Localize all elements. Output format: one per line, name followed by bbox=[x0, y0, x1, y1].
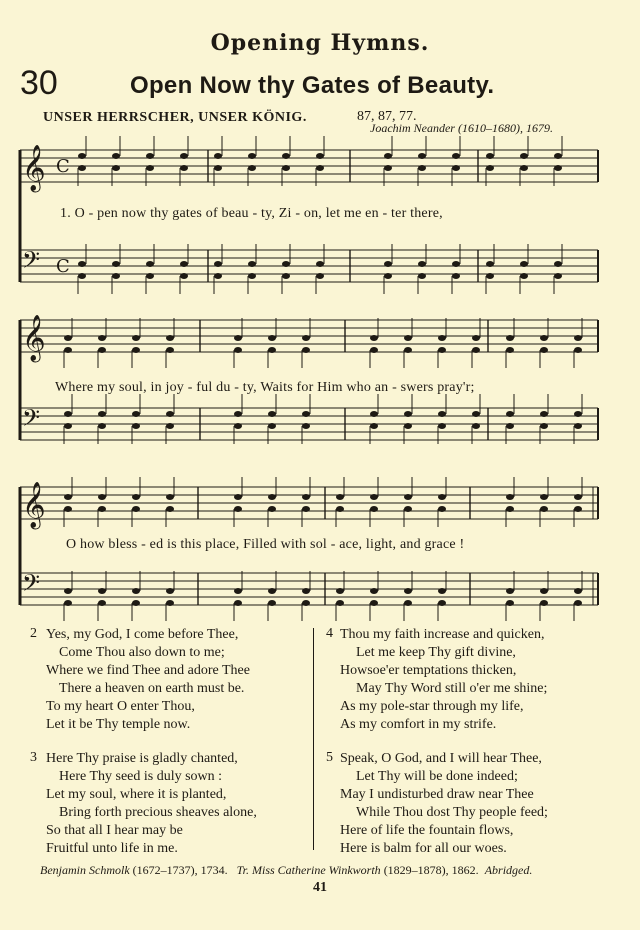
notehead bbox=[132, 506, 140, 512]
notehead bbox=[234, 506, 242, 512]
notehead bbox=[418, 153, 426, 159]
notehead bbox=[234, 600, 242, 606]
notehead bbox=[282, 273, 290, 279]
notehead bbox=[98, 411, 106, 417]
notehead bbox=[404, 411, 412, 417]
notehead bbox=[554, 261, 562, 267]
verse-line: There a heaven on earth must be. bbox=[59, 681, 245, 696]
verse-line: Let Thy will be done indeed; bbox=[356, 769, 518, 784]
notehead bbox=[166, 588, 174, 594]
notehead bbox=[64, 588, 72, 594]
notehead bbox=[574, 600, 582, 606]
notehead bbox=[384, 165, 392, 171]
notehead bbox=[404, 506, 412, 512]
notehead bbox=[64, 600, 72, 606]
notehead bbox=[268, 335, 276, 341]
notehead bbox=[404, 600, 412, 606]
notehead bbox=[166, 335, 174, 341]
lyric-line-2: Where my soul, in joy - ful du - ty, Waits for Him who an - swers pray'r; bbox=[55, 380, 475, 395]
hymn-number: 30 bbox=[20, 64, 58, 102]
notehead bbox=[404, 335, 412, 341]
notehead bbox=[370, 423, 378, 429]
notehead bbox=[98, 347, 106, 353]
notehead bbox=[540, 494, 548, 500]
bass-clef-icon: 𝄢 bbox=[22, 569, 41, 602]
verse-number: 5 bbox=[326, 750, 333, 765]
notehead bbox=[384, 153, 392, 159]
notehead bbox=[98, 335, 106, 341]
notehead bbox=[404, 423, 412, 429]
notehead bbox=[234, 347, 242, 353]
notehead bbox=[520, 165, 528, 171]
notehead bbox=[166, 411, 174, 417]
notehead bbox=[540, 600, 548, 606]
notehead bbox=[98, 494, 106, 500]
bass-clef-icon: 𝄢 bbox=[22, 246, 41, 279]
notehead bbox=[418, 165, 426, 171]
verse-line: Let my soul, where it is planted, bbox=[46, 787, 227, 802]
credits bbox=[40, 863, 532, 878]
verse-line: Here of life the fountain flows, bbox=[340, 823, 514, 838]
notehead bbox=[472, 423, 480, 429]
notehead bbox=[268, 494, 276, 500]
translator-dates: (1829–1878), 1862. bbox=[383, 863, 479, 877]
notehead bbox=[506, 506, 514, 512]
hymn-title: Open Now thy Gates of Beauty. bbox=[130, 72, 495, 99]
verse-line: Here Thy praise is gladly chanted, bbox=[46, 751, 238, 766]
notehead bbox=[132, 600, 140, 606]
notehead bbox=[282, 261, 290, 267]
verse-line: Thou my faith increase and quicken, bbox=[340, 627, 545, 642]
notehead bbox=[248, 261, 256, 267]
notehead bbox=[370, 335, 378, 341]
verse-line: Here is balm for all our woes. bbox=[340, 841, 507, 856]
translator: Tr. Miss Catherine Winkworth bbox=[236, 863, 381, 877]
verse-line: May I undisturbed draw near Thee bbox=[340, 787, 534, 802]
notehead bbox=[540, 411, 548, 417]
verse-line: While Thou dost Thy people feed; bbox=[356, 805, 548, 820]
notehead bbox=[486, 261, 494, 267]
verse-line: To my heart O enter Thou, bbox=[46, 699, 195, 714]
notehead bbox=[506, 494, 514, 500]
notehead bbox=[316, 273, 324, 279]
notehead bbox=[486, 273, 494, 279]
notehead bbox=[404, 347, 412, 353]
notehead bbox=[98, 423, 106, 429]
notehead bbox=[506, 588, 514, 594]
notehead bbox=[302, 494, 310, 500]
notehead bbox=[302, 506, 310, 512]
notehead bbox=[64, 423, 72, 429]
verse-line: Let it be Thy temple now. bbox=[46, 717, 191, 732]
verse-line: As my pole-star through my life, bbox=[340, 699, 524, 714]
notehead bbox=[78, 153, 86, 159]
notehead bbox=[166, 506, 174, 512]
meter: 87, 87, 77. bbox=[357, 109, 417, 124]
notehead bbox=[268, 423, 276, 429]
notehead bbox=[64, 506, 72, 512]
notehead bbox=[234, 411, 242, 417]
notehead bbox=[166, 494, 174, 500]
notehead bbox=[540, 335, 548, 341]
verse-line: So that all I hear may be bbox=[46, 823, 183, 838]
notehead bbox=[64, 347, 72, 353]
verse-line: Fruitful unto life in me. bbox=[46, 841, 178, 856]
notehead bbox=[438, 423, 446, 429]
section-title: Opening Hymns. bbox=[210, 30, 430, 56]
notehead bbox=[112, 153, 120, 159]
abridged-note: Abridged. bbox=[484, 863, 533, 877]
notehead bbox=[438, 335, 446, 341]
notehead bbox=[574, 423, 582, 429]
verse-number: 4 bbox=[326, 626, 333, 641]
notehead bbox=[506, 423, 514, 429]
notehead bbox=[452, 165, 460, 171]
notehead bbox=[112, 261, 120, 267]
composer-credit: Joachim Neander (1610–1680), 1679. bbox=[370, 121, 553, 135]
notehead bbox=[506, 335, 514, 341]
notehead bbox=[302, 588, 310, 594]
notehead bbox=[540, 423, 548, 429]
notehead bbox=[520, 153, 528, 159]
notehead bbox=[574, 335, 582, 341]
notehead bbox=[418, 273, 426, 279]
notehead bbox=[404, 494, 412, 500]
notehead bbox=[438, 411, 446, 417]
notehead bbox=[574, 347, 582, 353]
notehead bbox=[268, 411, 276, 417]
notehead bbox=[370, 588, 378, 594]
notehead bbox=[506, 411, 514, 417]
notehead bbox=[78, 165, 86, 171]
treble-clef-icon: 𝄞 bbox=[22, 315, 46, 361]
treble-clef-icon: 𝄞 bbox=[22, 145, 46, 191]
notehead bbox=[268, 600, 276, 606]
time-signature: C bbox=[56, 256, 70, 277]
notehead bbox=[78, 273, 86, 279]
notehead bbox=[302, 347, 310, 353]
notehead bbox=[214, 273, 222, 279]
notehead bbox=[64, 335, 72, 341]
notehead bbox=[166, 423, 174, 429]
notehead bbox=[146, 261, 154, 267]
notehead bbox=[282, 165, 290, 171]
notehead bbox=[132, 335, 140, 341]
notehead bbox=[554, 153, 562, 159]
notehead bbox=[248, 153, 256, 159]
notehead bbox=[180, 261, 188, 267]
verse-line: Howsoe'er temptations thicken, bbox=[340, 663, 517, 678]
notehead bbox=[438, 588, 446, 594]
notehead bbox=[438, 494, 446, 500]
notehead bbox=[268, 506, 276, 512]
treble-clef-icon: 𝄞 bbox=[22, 482, 46, 528]
notehead bbox=[370, 506, 378, 512]
notehead bbox=[268, 347, 276, 353]
notehead bbox=[574, 506, 582, 512]
notehead bbox=[316, 153, 324, 159]
lyric-line-1: 1. O - pen now thy gates of beau - ty, Zi - on, let me en - ter there, bbox=[60, 206, 443, 221]
verse-line: Come Thou also down to me; bbox=[59, 645, 225, 660]
notehead bbox=[384, 261, 392, 267]
notehead bbox=[486, 165, 494, 171]
author: Benjamin Schmolk bbox=[40, 863, 130, 877]
notehead bbox=[418, 261, 426, 267]
notehead bbox=[268, 588, 276, 594]
notehead bbox=[540, 347, 548, 353]
notehead bbox=[234, 494, 242, 500]
notehead bbox=[486, 153, 494, 159]
notehead bbox=[316, 261, 324, 267]
notehead bbox=[112, 273, 120, 279]
notehead bbox=[132, 347, 140, 353]
notehead bbox=[98, 506, 106, 512]
notehead bbox=[214, 261, 222, 267]
notehead bbox=[248, 165, 256, 171]
notehead bbox=[370, 600, 378, 606]
notehead bbox=[370, 347, 378, 353]
verse-number: 2 bbox=[30, 626, 37, 641]
notehead bbox=[302, 423, 310, 429]
notehead bbox=[520, 261, 528, 267]
notehead bbox=[146, 165, 154, 171]
notehead bbox=[132, 494, 140, 500]
lyric-line-3: O how bless - ed is this place, Filled with sol - ace, light, and grace ! bbox=[66, 537, 465, 552]
notehead bbox=[438, 600, 446, 606]
verse-line: Here Thy seed is duly sown : bbox=[59, 769, 223, 784]
verse-line: Where we find Thee and adore Thee bbox=[46, 663, 250, 678]
notehead bbox=[452, 153, 460, 159]
notehead bbox=[282, 153, 290, 159]
tune-name: UNSER HERRSCHER, UNSER KÖNIG. bbox=[43, 110, 307, 125]
author-dates: (1672–1737), 1734. bbox=[132, 863, 228, 877]
notehead bbox=[248, 273, 256, 279]
notehead bbox=[98, 600, 106, 606]
notehead bbox=[404, 588, 412, 594]
notehead bbox=[574, 494, 582, 500]
notehead bbox=[98, 588, 106, 594]
time-signature: C bbox=[56, 156, 70, 177]
notehead bbox=[132, 588, 140, 594]
notehead bbox=[452, 273, 460, 279]
notehead bbox=[234, 335, 242, 341]
notehead bbox=[180, 165, 188, 171]
notehead bbox=[472, 411, 480, 417]
notehead bbox=[384, 273, 392, 279]
notehead bbox=[234, 423, 242, 429]
verse-line: Let me keep Thy gift divine, bbox=[356, 645, 516, 660]
notehead bbox=[438, 347, 446, 353]
notehead bbox=[166, 347, 174, 353]
notehead bbox=[302, 600, 310, 606]
notehead bbox=[132, 411, 140, 417]
notehead bbox=[64, 411, 72, 417]
notehead bbox=[506, 600, 514, 606]
notehead bbox=[214, 165, 222, 171]
notehead bbox=[146, 273, 154, 279]
notehead bbox=[64, 494, 72, 500]
notehead bbox=[554, 273, 562, 279]
notehead bbox=[336, 506, 344, 512]
notehead bbox=[540, 588, 548, 594]
notehead bbox=[234, 588, 242, 594]
notehead bbox=[574, 411, 582, 417]
verse-number: 3 bbox=[30, 750, 37, 765]
notehead bbox=[452, 261, 460, 267]
notehead bbox=[316, 165, 324, 171]
notehead bbox=[336, 494, 344, 500]
verse-line: Speak, O God, and I will hear Thee, bbox=[340, 751, 542, 766]
notehead bbox=[370, 494, 378, 500]
notehead bbox=[166, 600, 174, 606]
column-divider bbox=[313, 628, 314, 850]
notehead bbox=[506, 347, 514, 353]
notehead bbox=[520, 273, 528, 279]
notehead bbox=[472, 335, 480, 341]
verse-line: As my comfort in my strife. bbox=[340, 717, 497, 732]
notehead bbox=[438, 506, 446, 512]
notehead bbox=[180, 153, 188, 159]
notehead bbox=[472, 347, 480, 353]
notehead bbox=[214, 153, 222, 159]
notehead bbox=[554, 165, 562, 171]
notehead bbox=[132, 423, 140, 429]
notehead bbox=[180, 273, 188, 279]
notehead bbox=[336, 600, 344, 606]
notehead bbox=[302, 411, 310, 417]
notehead bbox=[574, 588, 582, 594]
verse-line: May Thy Word still o'er me shine; bbox=[356, 681, 548, 696]
verse-line: Yes, my God, I come before Thee, bbox=[46, 627, 239, 642]
notehead bbox=[78, 261, 86, 267]
verse-line: Bring forth precious sheaves alone, bbox=[59, 805, 257, 820]
notehead bbox=[302, 335, 310, 341]
notehead bbox=[146, 153, 154, 159]
notehead bbox=[540, 506, 548, 512]
notehead bbox=[370, 411, 378, 417]
page-number: 41 bbox=[313, 880, 327, 895]
bass-clef-icon: 𝄢 bbox=[22, 404, 41, 437]
notehead bbox=[336, 588, 344, 594]
notehead bbox=[112, 165, 120, 171]
